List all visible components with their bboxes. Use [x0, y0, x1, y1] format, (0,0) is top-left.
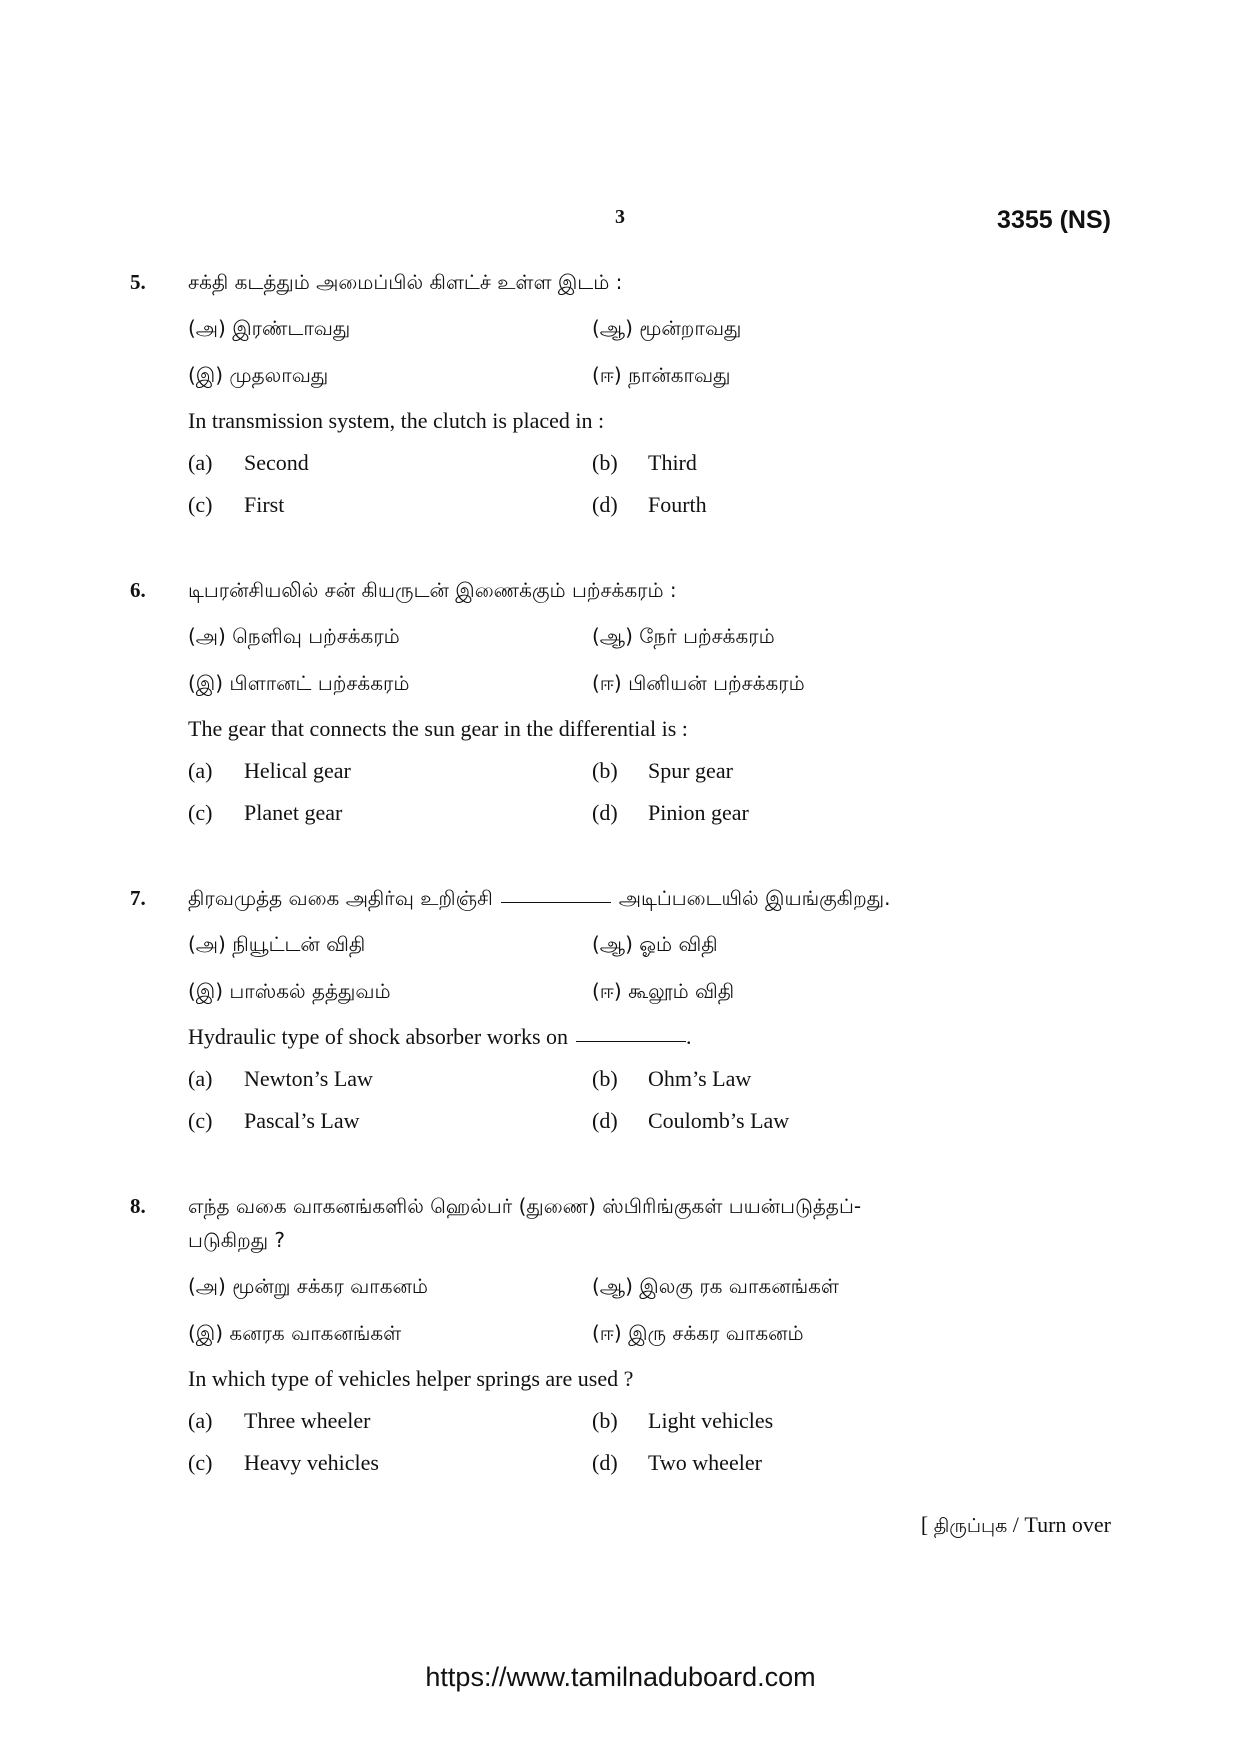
option-text: Helical gear: [244, 758, 351, 783]
english-option-b: [592, 758, 733, 784]
english-option-b: [592, 1066, 751, 1092]
english-question: In which type of vehicles helper springs are used ?: [188, 1366, 634, 1391]
english-question: [188, 1024, 692, 1050]
english-option-d: [592, 800, 749, 826]
option-label: (d): [592, 1450, 618, 1475]
option-text: Spur gear: [648, 758, 733, 783]
english-option-a: [188, 758, 351, 784]
option-label: (b): [592, 758, 618, 783]
option-label: (d): [592, 800, 618, 825]
website-url[interactable]: https://www.tamilnaduboard.com: [425, 1662, 816, 1692]
option-text: Planet gear: [244, 800, 343, 825]
tamil-option-b: (ஆ) ஓம் விதி: [592, 932, 718, 956]
english-option-d: [592, 492, 707, 518]
option-label: (a): [188, 1066, 213, 1091]
option-text: First: [244, 492, 285, 517]
turn-over-tamil: திருப்புக: [933, 1515, 1008, 1537]
tamil-option-b: (ஆ) மூன்றாவது: [592, 316, 742, 340]
option-label: (d): [592, 1108, 618, 1133]
english-question: In transmission system, the clutch is placed in :: [188, 408, 605, 433]
tamil-option-b: (ஆ) இலகு ரக வாகனங்கள்: [592, 1274, 839, 1298]
tamil-option-d: (ஈ) நான்காவது: [592, 363, 731, 387]
option-label: (c): [188, 800, 213, 825]
answer-blank: [501, 902, 611, 903]
tamil-option-a: (அ) இரண்டாவது: [188, 316, 351, 340]
question-number: 6.: [130, 578, 146, 602]
english-option-a: [188, 1408, 370, 1434]
option-text: Pascal’s Law: [244, 1108, 360, 1133]
english-option-a: [188, 1066, 373, 1092]
option-label: (b): [592, 450, 618, 475]
question-6: [130, 578, 1120, 828]
option-label: (c): [188, 1108, 213, 1133]
option-text: Ohm’s Law: [648, 1066, 752, 1091]
english-option-b: [592, 450, 697, 476]
english-option-c: [188, 1450, 379, 1476]
option-label: (a): [188, 1408, 213, 1433]
english-question-text: Hydraulic type of shock absorber works on: [188, 1024, 569, 1049]
option-label: (a): [188, 758, 213, 783]
english-option-b: [592, 1408, 773, 1434]
english-option-c: [188, 800, 342, 826]
english-question: The gear that connects the sun gear in the differential is :: [188, 716, 688, 741]
tamil-option-c: (இ) முதலாவது: [188, 363, 329, 387]
option-text: Third: [648, 450, 697, 475]
tamil-question: [188, 886, 890, 913]
option-text: Light vehicles: [648, 1408, 774, 1433]
question-5: [130, 270, 1120, 520]
page-number: 3: [615, 206, 625, 228]
tamil-question-line-2: படுகிறது ?: [188, 1228, 286, 1252]
option-label: (c): [188, 492, 213, 517]
tamil-option-a: (அ) மூன்று சக்கர வாகனம்: [188, 1274, 429, 1298]
option-text: Second: [244, 450, 309, 475]
question-7: [130, 886, 1120, 1136]
tamil-option-c: (இ) கனரக வாகனங்கள்: [188, 1321, 402, 1345]
tamil-option-c: (இ) பிளானட் பற்சக்கரம்: [188, 671, 410, 695]
question-number: 5.: [130, 270, 146, 294]
paper-code: 3355 (NS): [997, 206, 1111, 234]
tamil-question-end: அடிப்படையில் இயங்குகிறது.: [618, 886, 891, 910]
english-option-a: [188, 450, 309, 476]
option-label: (a): [188, 450, 213, 475]
question-8: [130, 1194, 1120, 1484]
question-end: .: [686, 1024, 692, 1049]
tamil-option-c: (இ) பாஸ்கல் தத்துவம்: [188, 979, 391, 1003]
question-number: 7.: [130, 886, 146, 910]
tamil-question: டிபரன்சியலில் சன் கியருடன் இணைக்கும் பற்சக்கரம் :: [188, 578, 677, 602]
english-option-d: [592, 1450, 762, 1476]
turn-over-bracket: [: [920, 1512, 934, 1537]
option-text: Three wheeler: [244, 1408, 371, 1433]
option-text: Pinion gear: [648, 800, 749, 825]
option-label: (b): [592, 1066, 618, 1091]
turn-over-english: / Turn over: [1007, 1512, 1111, 1537]
option-text: Heavy vehicles: [244, 1450, 379, 1475]
answer-blank: [576, 1041, 686, 1042]
tamil-question-line-1: எந்த வகை வாகனங்களில் ஹெல்பர் (துணை) ஸ்பிரிங்குகள் பயன்படுத்தப்-: [188, 1194, 862, 1218]
option-text: Fourth: [648, 492, 707, 517]
option-text: Coulomb’s Law: [648, 1108, 790, 1133]
tamil-option-a: (அ) நெளிவு பற்சக்கரம்: [188, 624, 400, 648]
question-number: 8.: [130, 1194, 146, 1218]
option-label: (b): [592, 1408, 618, 1433]
tamil-option-a: (அ) நியூட்டன் விதி: [188, 932, 366, 956]
tamil-question-start: திரவமுத்த வகை அதிர்வு உறிஞ்சி: [188, 886, 493, 910]
english-option-c: [188, 492, 284, 518]
tamil-option-d: (ஈ) பினியன் பற்சக்கரம்: [592, 671, 805, 695]
tamil-option-d: (ஈ) இரு சக்கர வாகனம்: [592, 1321, 804, 1345]
tamil-question: சக்தி கடத்தும் அமைப்பில் கிளட்ச் உள்ள இடம் :: [188, 270, 623, 294]
option-label: (c): [188, 1450, 213, 1475]
option-text: Newton’s Law: [244, 1066, 373, 1091]
english-option-c: [188, 1108, 359, 1134]
option-text: Two wheeler: [648, 1450, 762, 1475]
english-option-d: [592, 1108, 789, 1134]
tamil-option-b: (ஆ) நேர் பற்சக்கரம்: [592, 624, 775, 648]
turn-over-note: [921, 1512, 1111, 1540]
tamil-option-d: (ஈ) கூலூம் விதி: [592, 979, 735, 1003]
option-label: (d): [592, 492, 618, 517]
